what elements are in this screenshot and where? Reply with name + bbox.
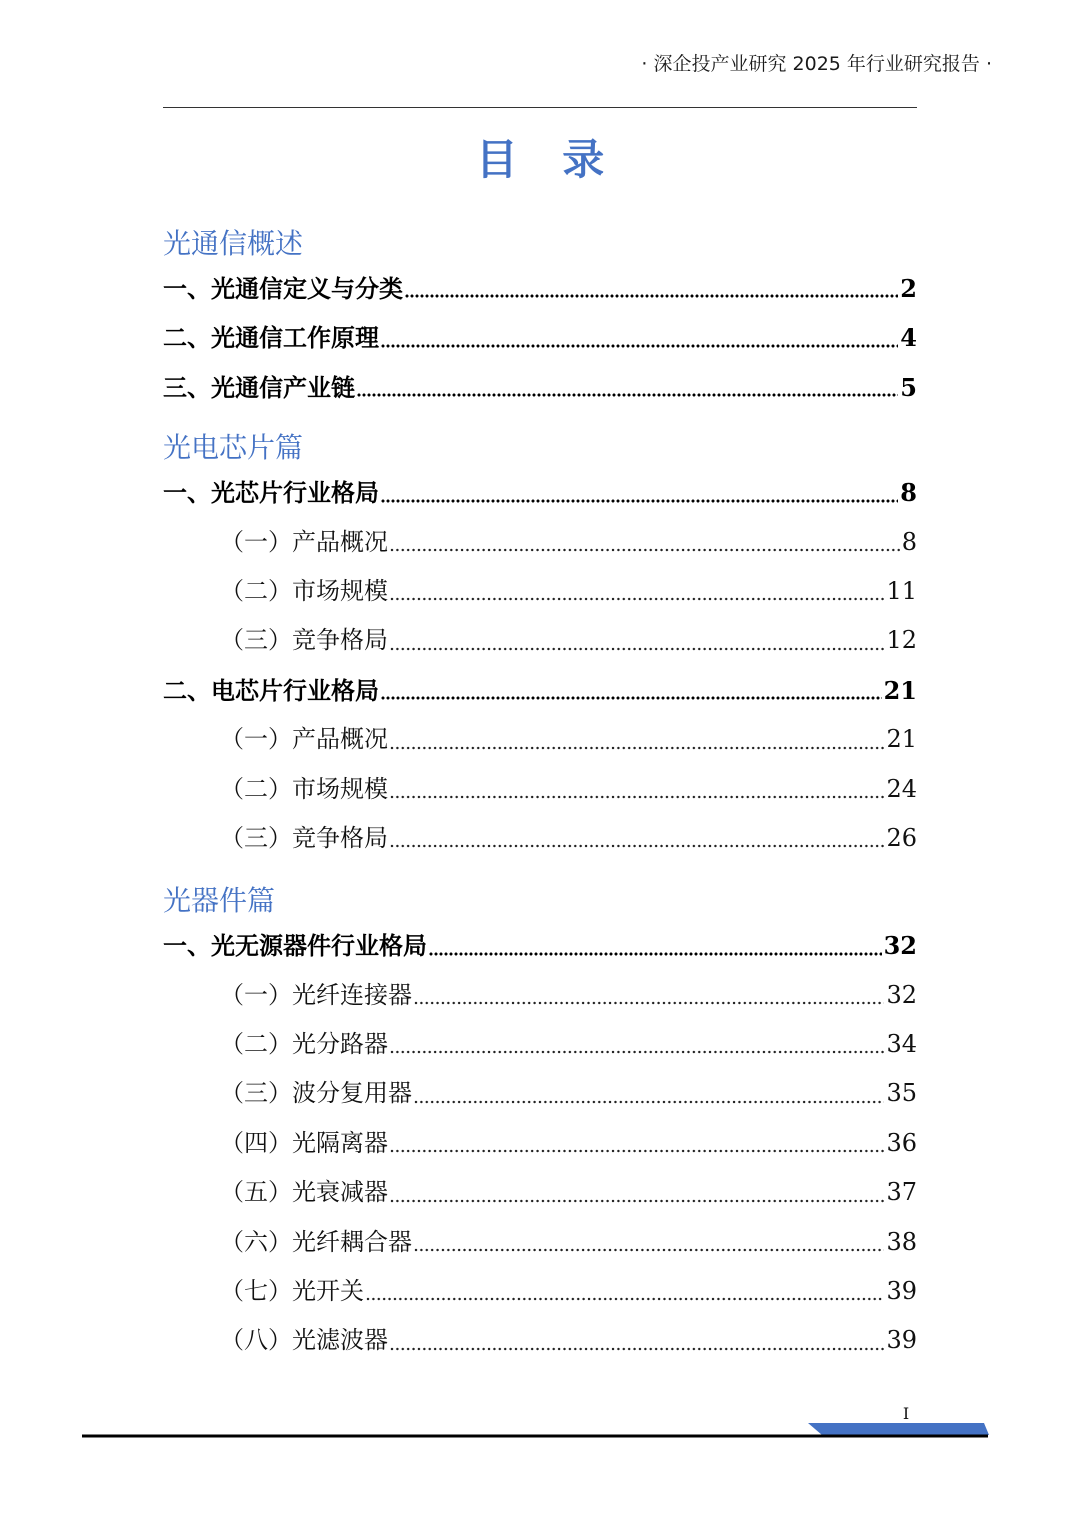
toc-entry-page: 32 (886, 980, 917, 1009)
toc-subsection-entry[interactable] (163, 1069, 917, 1118)
toc-section-heading: 光器件篇 (163, 884, 276, 918)
dot-leader (381, 696, 882, 700)
toc-entry-page: 39 (886, 1326, 917, 1355)
toc-entry-label: 一、光通信定义与分类 (163, 274, 403, 303)
header-divider (163, 107, 917, 108)
toc-section-heading: 光电芯片篇 (163, 431, 304, 465)
running-header-title: · 深企投产业研究 2025 年行业研究报告 · (641, 53, 992, 75)
toc-entry-label: 三、光通信产业链 (163, 372, 355, 402)
footer-page-number: I (902, 1404, 910, 1423)
dot-leader (390, 1347, 884, 1351)
dot-leader (390, 647, 884, 651)
toc-entry-page: 5 (900, 372, 917, 402)
dot-leader (366, 1297, 884, 1301)
toc-entry-page: 21 (886, 725, 917, 754)
toc-subsection-entry[interactable] (163, 1020, 917, 1069)
footer-rule (82, 1435, 988, 1438)
toc-subsection-entry[interactable] (163, 567, 917, 616)
toc-chapter-entry[interactable] (163, 313, 917, 362)
toc-entry-page: 12 (886, 626, 917, 655)
toc-subsection-entry[interactable] (163, 814, 917, 863)
toc-entry-page: 38 (886, 1227, 917, 1256)
dot-leader (414, 1100, 884, 1104)
toc-entry-label: 一、光无源器件行业格局 (163, 931, 427, 961)
toc-subsection-entry[interactable] (163, 1316, 917, 1365)
toc-chapter-entry[interactable] (163, 264, 917, 313)
toc-entry-page: 26 (886, 823, 917, 852)
toc-chapter-entry[interactable] (163, 921, 917, 970)
dot-leader (390, 746, 884, 750)
toc-entry-label: （一）产品概况 (220, 527, 388, 556)
toc-entry-label: （五）光衰减器 (220, 1178, 388, 1207)
toc-entry-label: （四）光隔离器 (220, 1128, 388, 1157)
toc-entry-page: 8 (901, 527, 917, 556)
toc-entry-page: 35 (886, 1079, 917, 1108)
toc-entry-label: （二）光分路器 (220, 1030, 388, 1059)
dot-leader (390, 597, 884, 601)
toc-entry-label: （二）市场规模 (220, 774, 388, 803)
toc-entry-page: 32 (883, 931, 917, 961)
toc-entry-page: 2 (900, 274, 917, 303)
toc-entry-page: 24 (886, 774, 917, 803)
toc-entry-page: 37 (886, 1178, 917, 1207)
toc-subsection-entry[interactable] (163, 1218, 917, 1267)
dot-leader (405, 294, 898, 298)
toc-chapter-entry[interactable] (163, 666, 917, 715)
dot-leader (390, 844, 884, 848)
dot-leader (381, 344, 898, 348)
dot-leader (357, 393, 898, 397)
toc-subsection-entry[interactable] (163, 765, 917, 814)
toc-entry-label: （一）光纤连接器 (220, 980, 412, 1009)
toc-chapter-entry[interactable] (163, 468, 917, 517)
toc-subsection-entry[interactable] (163, 971, 917, 1020)
footer-accent-bar (808, 1423, 989, 1435)
toc-entry-label: 一、光芯片行业格局 (163, 478, 379, 508)
toc-entry-page: 21 (883, 675, 917, 705)
toc-entry-label: 二、光通信工作原理 (163, 323, 379, 353)
toc-entry-label: （二）市场规模 (220, 576, 388, 605)
toc-subsection-entry[interactable] (163, 616, 917, 665)
toc-entry-page: 8 (900, 478, 917, 508)
toc-entry-label: 二、电芯片行业格局 (163, 675, 379, 705)
dot-leader (390, 1050, 884, 1054)
toc-entry-label: （七）光开关 (220, 1277, 364, 1306)
dot-leader (414, 1001, 884, 1005)
toc-entry-page: 34 (886, 1030, 917, 1059)
toc-entry-label: （八）光滤波器 (220, 1326, 388, 1355)
toc-subsection-entry[interactable] (163, 1267, 917, 1316)
dot-leader (414, 1248, 884, 1252)
toc-subsection-entry[interactable] (163, 715, 917, 764)
toc-entry-page: 36 (886, 1128, 917, 1157)
toc-entry-label: （三）波分复用器 (220, 1079, 412, 1108)
dot-leader (390, 1149, 884, 1153)
dot-leader (381, 499, 898, 503)
table-of-contents (163, 224, 917, 1366)
toc-subsection-entry[interactable] (163, 1168, 917, 1217)
toc-entry-label: （三）竞争格局 (220, 823, 388, 852)
toc-subsection-entry[interactable] (163, 1119, 917, 1168)
dot-leader (390, 795, 884, 799)
toc-entry-page: 4 (900, 323, 917, 353)
toc-entry-label: （一）产品概况 (220, 725, 388, 754)
toc-entry-page: 11 (886, 576, 917, 605)
toc-entry-page: 39 (886, 1277, 917, 1306)
dot-leader (390, 548, 900, 552)
toc-entry-label: （六）光纤耦合器 (220, 1227, 412, 1256)
dot-leader (390, 1199, 884, 1203)
toc-title: 目 录 (475, 135, 605, 184)
toc-entry-label: （三）竞争格局 (220, 626, 388, 655)
toc-section-heading: 光通信概述 (163, 227, 304, 260)
toc-chapter-entry[interactable] (163, 363, 917, 412)
toc-subsection-entry[interactable] (163, 518, 917, 567)
dot-leader (429, 952, 882, 956)
